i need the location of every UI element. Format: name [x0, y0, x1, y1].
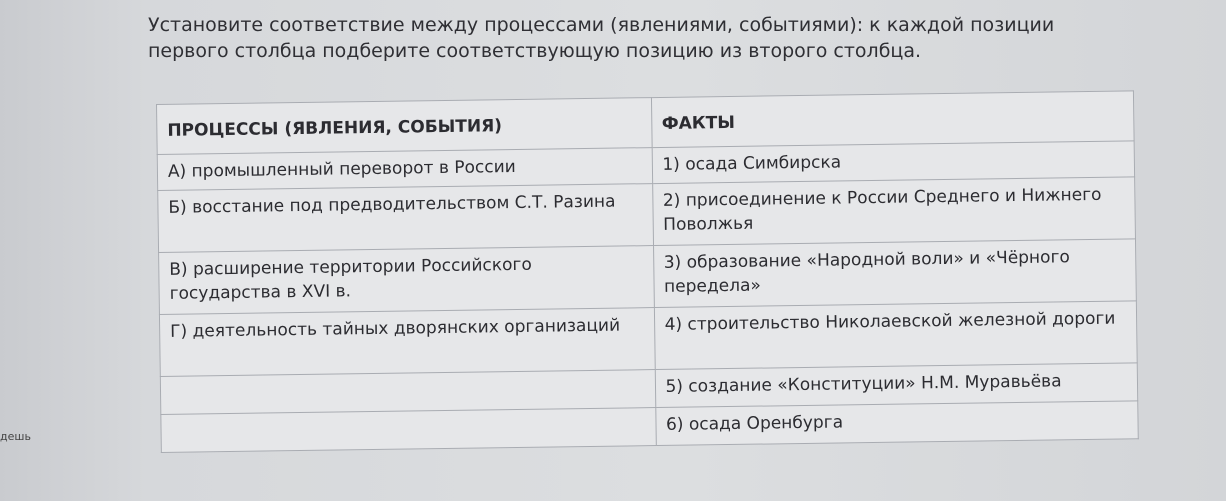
process-cell: Б) восстание под предводительством С.Т. Разина	[158, 184, 653, 253]
task-instructions: Установите соответствие между процессами (явлениями, событиями): к каждой позиции первого столбца подберите соответствующую позицию из второго столбца.	[148, 14, 1055, 62]
header-processes: ПРОЦЕССЫ (ЯВЛЕНИЯ, СОБЫТИЯ)	[157, 98, 652, 155]
process-cell: В) расширение территории Российского государства в XVI в.	[159, 246, 654, 315]
matching-table-wrapper	[156, 90, 1139, 453]
fact-cell: 1) осада Симбирска	[652, 141, 1135, 184]
process-cell: Г) деятельность тайных дворянских организаций	[159, 308, 654, 377]
fact-cell: 5) создание «Конституции» Н.М. Муравьёва	[655, 363, 1138, 408]
matching-table	[156, 90, 1139, 453]
fact-cell: 6) осада Оренбурга	[655, 401, 1138, 446]
fact-cell: 2) присоединение к России Среднего и Нижнего Поволжья	[652, 177, 1135, 246]
process-cell-empty	[161, 408, 656, 453]
header-facts: ФАКТЫ	[651, 91, 1134, 148]
side-note: дешь	[0, 430, 31, 443]
fact-cell: 3) образование «Народной воли» и «Чёрного передела»	[653, 239, 1136, 308]
fact-cell: 4) строительство Николаевской железной дороги	[654, 301, 1137, 370]
process-cell: А) промышленный переворот в России	[157, 148, 652, 191]
